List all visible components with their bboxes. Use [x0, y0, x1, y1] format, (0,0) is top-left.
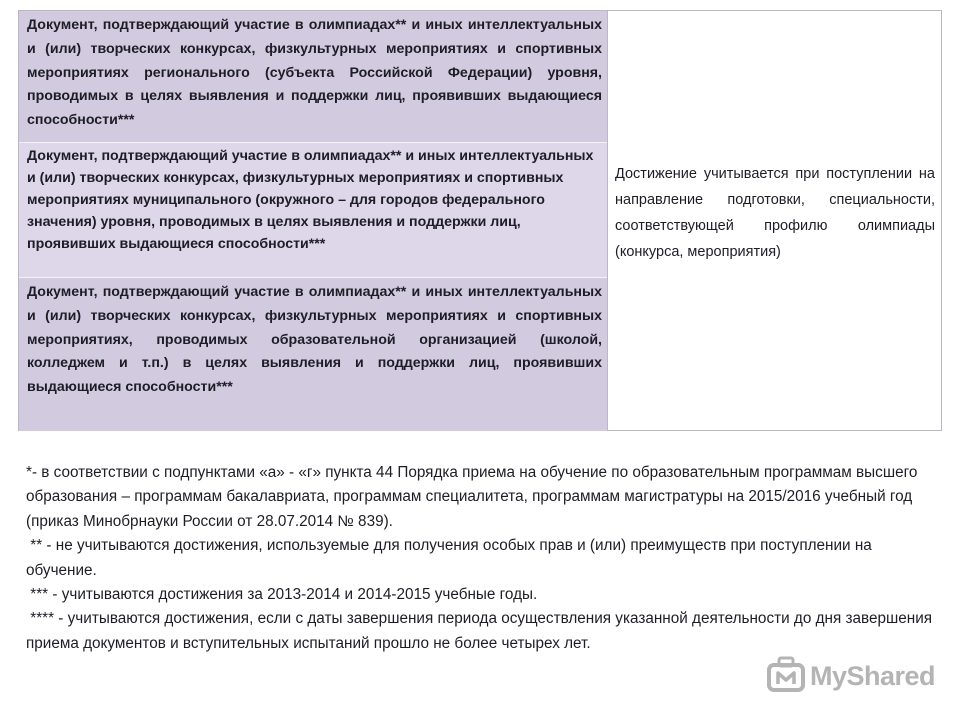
achievement-note-cell: Достижение учитывается при поступлении на направление подготовки, специальности, соответствующей профилю олимпиады (конкурса, мероприятия): [615, 166, 935, 260]
footnote-1: *- в соответствии с подпунктами «а» - «г» пункта 44 Порядка приема на обучение по образовательным программам высшего образования – программам бакалавриата, программам специалитета, программам магистратуры на 2015/2016 учебный год (приказ Минобрнауки России от 28.07.2014 № 839).: [26, 464, 918, 530]
table-row-municipal: Документ, подтверждающий участие в олимпиадах** и иных интеллектуальных и (или) творческих конкурсах, физкультурных мероприятиях и спортивных мероприятиях муниципального (окружного – для городов федерального значения) уровня, проводимых в целях выявления и поддержки лиц, проявивших выдающиеся способности***: [19, 143, 607, 277]
table-row-school: Документ, подтверждающий участие в олимпиадах** и иных интеллектуальных и (или) творческих конкурсах, физкультурных мероприятиях и спортивных мероприятиях, проводимых образовательной организацией (школой, колледжем и т.п.) в целях выявления и поддержки лиц, проявивших выдающиеся способности***: [19, 278, 607, 431]
criteria-table: [18, 10, 942, 431]
myshared-logo-icon: [766, 656, 806, 696]
watermark-text: MyShared: [810, 660, 936, 691]
footnotes: [26, 461, 938, 656]
column-divider: [607, 11, 608, 430]
footnote-4: **** - учитываются достижения, если с даты завершения периода осуществления указанной деятельности до дня завершения приема документов и вступительных испытаний прошло не более четырех лет.: [26, 610, 937, 652]
table-row-regional: Документ, подтверждающий участие в олимпиадах** и иных интеллектуальных и (или) творческих конкурсах, физкультурных мероприятиях и спортивных мероприятиях регионального (субъекта Российской Федерации) уровня, проводимых в целях выявления и поддержки лиц, проявивших выдающиеся способности***: [19, 11, 607, 142]
myshared-watermark: [766, 656, 935, 696]
footnote-3: *** - учитываются достижения за 2013-2014 и 2014-2015 учебные годы.: [26, 586, 538, 604]
document-column: [19, 11, 607, 430]
footnote-2: ** - не учитываются достижения, используемые для получения особых прав и (или) преимуществ при поступлении на обучение.: [26, 537, 877, 579]
